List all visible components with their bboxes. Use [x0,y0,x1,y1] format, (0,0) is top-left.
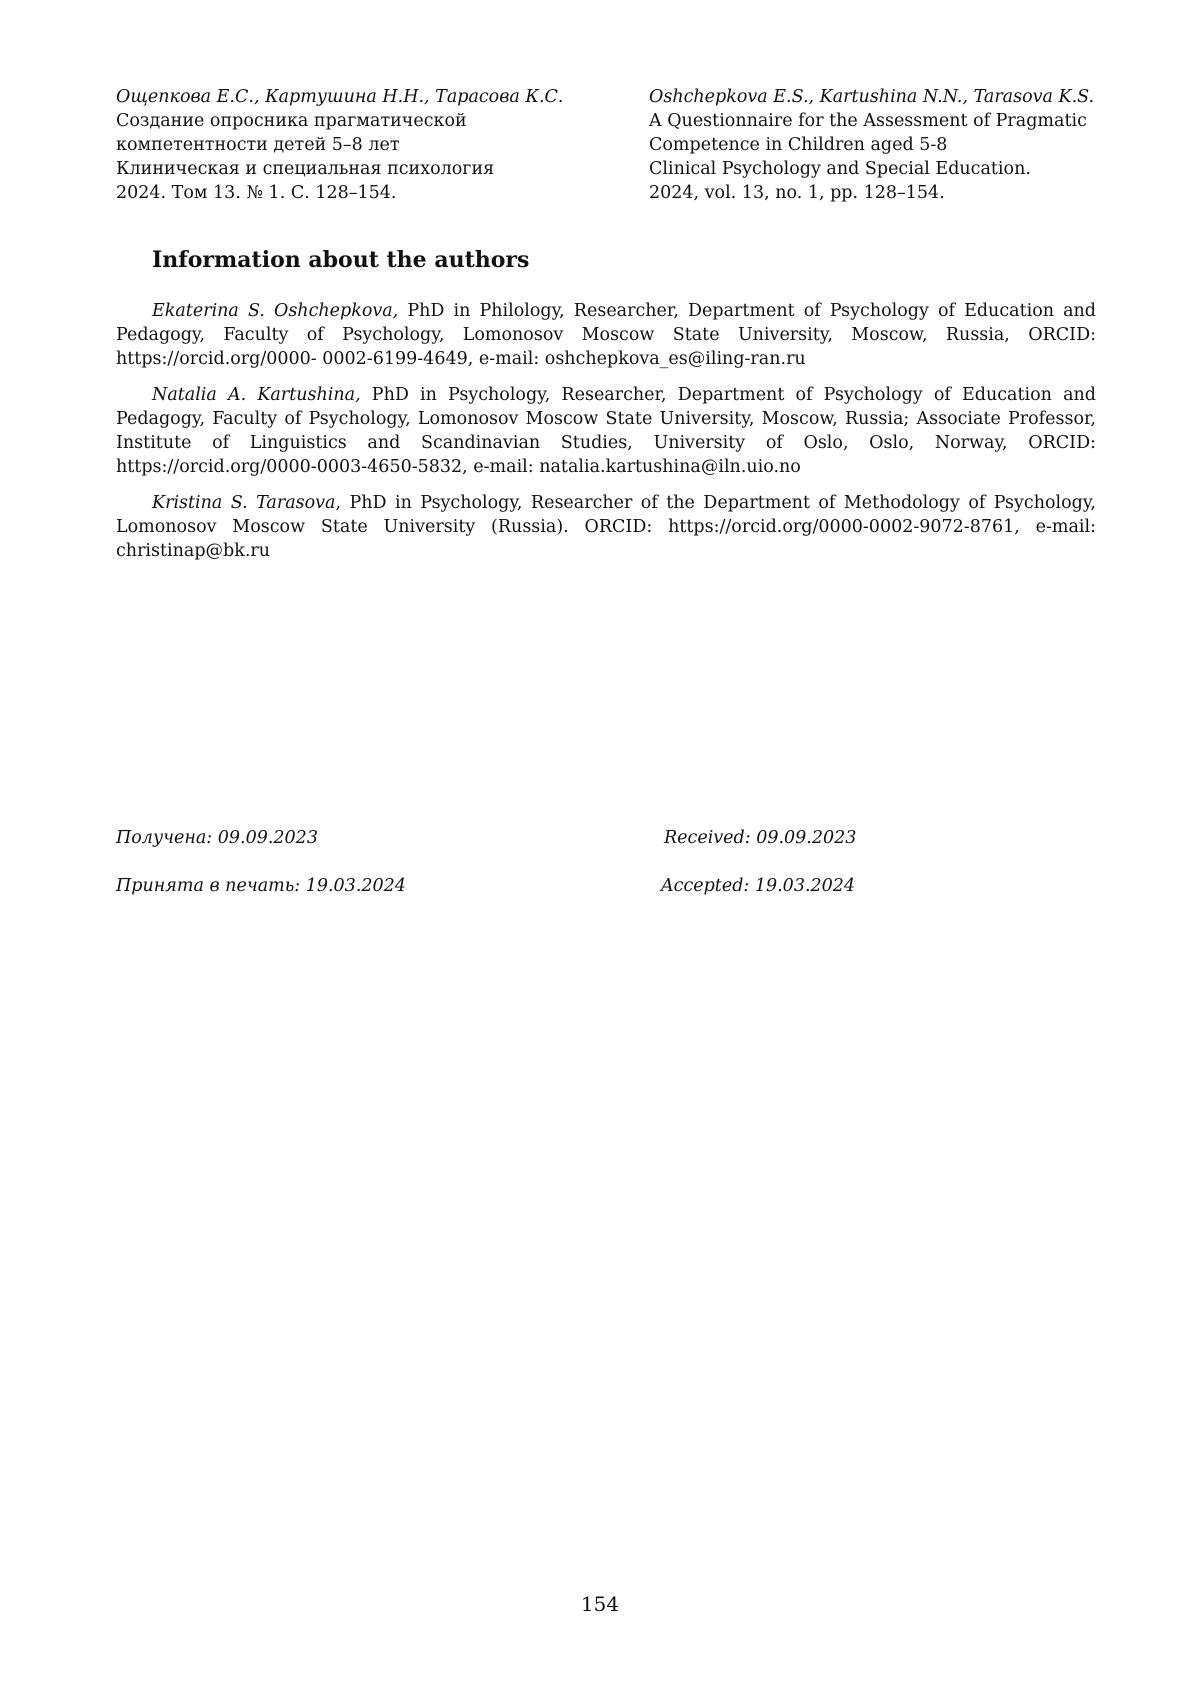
header-en-authors: Oshchepkova E.S., Kartushina N.N., Tarasova K.S. [649,87,1095,107]
page-number: 154 [580,1592,620,1616]
header-english [649,85,1109,205]
header-ru-title-line-2: компетентности детей 5–8 лет [116,135,400,155]
header-ru-journal: Клиническая и специальная психология [116,159,495,179]
header-en-title-line-1: A Questionnaire for the Assessment of Pragmatic [649,111,1087,131]
accepted-date-ru: Принята в печать: 19.03.2024 [116,876,406,896]
author-name: Ekaterina S. Oshchepkova, [152,301,399,321]
author-entry [116,491,1096,563]
authors-list [116,299,1096,575]
author-entry [116,383,1096,479]
header-en-citation: 2024, vol. 13, no. 1, pp. 128–154. [649,183,945,203]
header-en-title-line-2: Competence in Children aged 5-8 [649,135,948,155]
author-details: PhD in Philology, Researcher, Department of Psychology of Education and Pedagogy, Faculty of Psychology, Lomonosov Moscow State University, Moscow, Russia, ORCID: https://orcid.org/0000- 0002-6199-4649, e-mail: oshchepkova_es@iling-ran.ru [116,301,1096,369]
header-en-journal: Clinical Psychology and Special Education. [649,159,1031,179]
header-russian [116,85,616,205]
received-date-en: Received: 09.09.2023 [664,828,857,848]
received-date-ru: Получена: 09.09.2023 [116,828,318,848]
section-title: Information about the authors [152,247,530,273]
author-entry [116,299,1096,371]
submission-dates [116,826,1096,906]
accepted-date-en: Accepted: 19.03.2024 [661,876,856,896]
header-ru-title-line-1: Создание опросника прагматической [116,111,467,131]
author-details: PhD in Psychology, Researcher, Department of Psychology of Education and Pedagogy, Faculty of Psychology, Lomonosov Moscow State University, Moscow, Russia; Associate Professor, Institute of Linguistics and Scandinavian Studies, University of Oslo, Oslo, Norway, ORCID: https://orcid.org/0000-0003-4650-5832, e-mail: natalia.kartushina@iln.uio.no [116,385,1096,477]
author-name: Natalia A. Kartushina, [152,385,361,405]
author-name: Kristina S. Tarasova [152,493,336,513]
header-ru-authors: Ощепкова Е.С., Картушина Н.Н., Тарасова К.С. [116,87,564,107]
header-ru-citation: 2024. Том 13. № 1. С. 128–154. [116,183,397,203]
author-details: , PhD in Psychology, Researcher of the Department of Methodology of Psychology, Lomonosov Moscow State University (Russia). ORCID: https://orcid.org/0000-0002-9072-8761, e-mail: christinap@bk.ru [116,493,1096,561]
